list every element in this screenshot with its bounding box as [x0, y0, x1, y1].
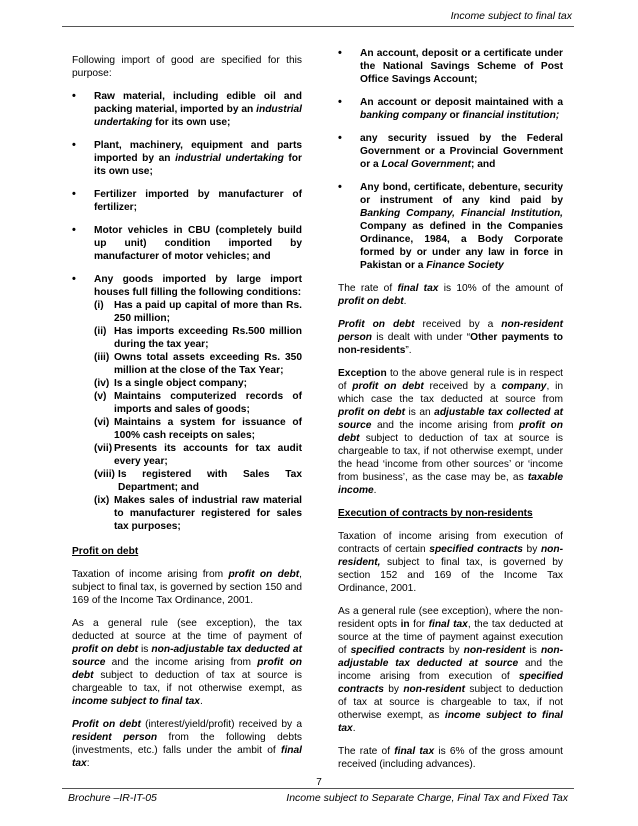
footer-brochure-id: Brochure –IR-IT-05 [68, 792, 157, 804]
paragraph: Profit on debt received by a non-resident person is dealt with under “Other payments to non-residents”. [338, 319, 563, 356]
paragraph: The rate of final tax is 6% of the gross amount received (including advances). [338, 746, 563, 770]
condition-item: (viii) Is registered with Sales Tax Department; and [94, 469, 302, 493]
list-item: • An account, deposit or a certificate under the National Savings Scheme of Post Office Savings Account; [338, 47, 563, 86]
list-item: • Fertilizer imported by manufacturer of fertilizer; [72, 188, 302, 214]
section-heading-contracts: Execution of contracts by non-residents [338, 508, 533, 519]
running-header: Income subject to final tax [450, 10, 572, 22]
import-intro: Following import of good are specified for this purpose: [72, 55, 302, 79]
paragraph: Profit on debt (interest/yield/profit) received by a resident person from the following debts (investments, etc.) falls under the ambit of final tax: [72, 719, 302, 769]
footer-rule [62, 788, 574, 789]
condition-item: (vi) Maintains a system for issuance of 100% cash receipts on sales; [94, 417, 302, 441]
condition-item: (v) Maintains computerized records of imports and sales of goods; [94, 391, 302, 415]
section-heading-profit-on-debt: Profit on debt [72, 546, 139, 557]
list-item: • Motor vehicles in CBU (completely build up unit) condition imported by manufacturer of motor vehicles; and [72, 224, 302, 263]
condition-item: (i) Has a paid up capital of more than Rs. 250 million; [94, 300, 302, 324]
conditions-list [94, 299, 302, 533]
footer-title: Income subject to Separate Charge, Final Tax and Fixed Tax [286, 792, 568, 804]
condition-item: (vii) Presents its accounts for tax audit every year; [94, 443, 302, 467]
condition-item: (iii) Owns total assets exceeding Rs. 350 million at the close of the Tax Year; [94, 352, 302, 376]
paragraph: As a general rule (see exception), where the non-resident opts in for final tax, the tax deducted at source at the time of payment against execution of specified contracts by non-resident is non-adjustable tax deducted at source and the income arising from execution of specified contracts by non-resident subject to deduction of tax at source is chargeable to tax, if not otherwise exempt, as income subject to final tax. [338, 606, 564, 734]
import-goods-list [72, 90, 302, 533]
condition-item: (iv) Is a single object company; [94, 378, 248, 389]
list-item: • any security issued by the Federal Government or a Provincial Government or a Local Government; and [338, 132, 563, 171]
paragraph: The rate of final tax is 10% of the amount of profit on debt. [338, 283, 563, 307]
paragraph: As a general rule (see exception), the tax deducted at source at the time of payment of profit on debt is non-adjustable tax deducted at source and the income arising from profit on debt subject to deduction of tax at source is chargeable to tax, if not otherwise exempt, as income subject to final tax. [72, 618, 302, 707]
list-item: • Plant, machinery, equipment and parts imported by an industrial undertaking for its own use; [72, 139, 302, 178]
header-rule [62, 26, 574, 27]
list-item: • An account or deposit maintained with a banking company or financial institution; [338, 96, 563, 122]
condition-item: (ix) Makes sales of industrial raw material to manufacturer registered for sales tax purposes; [94, 495, 302, 532]
list-item: • Raw material, including edible oil and packing material, imported by an industrial undertaking for its own use; [72, 90, 302, 129]
paragraph: Exception to the above general rule is in respect of profit on debt received by a company, in which case the tax deducted at source from profit on debt is an adjustable tax collected at source and the income arising from profit on debt subject to deduction of tax at source is chargeable to tax, if not otherwise exempt, under the head ‘income from other sources’ or ‘income from business’, as the case may be, as taxable income. [338, 368, 564, 496]
list-item: • Any bond, certificate, debenture, security or instrument of any kind paid by Banking Company, Financial Institution, Company as defined in the Companies Ordinance, 1984, a Body Corporate formed by or under any law in force in Pakistan or a Finance Society [338, 181, 563, 272]
right-column [338, 47, 563, 781]
page-number: 7 [316, 777, 322, 788]
debt-types-list [338, 47, 563, 272]
list-item: • Any goods imported by large import houses full filling the following conditions: (i) Has a paid up capital of more than Rs. 250 million; (ii) Has imports exceeding Rs.500 million during the tax year; (iii) Owns total assets exceeding Rs. 350 million at the close of the Tax Year; (iv) Is a single object company; (v) Maintains computerized records of imports and sales of goods; (vi) Maintains a system for issuance of 100% cash receipts on sales; (vii) Presents its accounts for tax audit every year; (viii) Is registered with Sales Tax Department; and (ix) Makes sales of industrial raw material to manufacturer registered for sales tax purposes; [72, 273, 302, 533]
paragraph: Taxation of income arising from execution of contracts of certain specified contracts by non-resident, subject to final tax, is governed by section 152 and 169 of the Income Tax Ordinance, 2001. [338, 531, 564, 594]
left-column [72, 54, 302, 780]
paragraph: Taxation of income arising from profit on debt, subject to final tax, is governed by section 150 and 169 of the Income Tax Ordinance, 2001. [72, 569, 302, 606]
condition-item: (ii) Has imports exceeding Rs.500 million during the tax year; [94, 326, 302, 350]
